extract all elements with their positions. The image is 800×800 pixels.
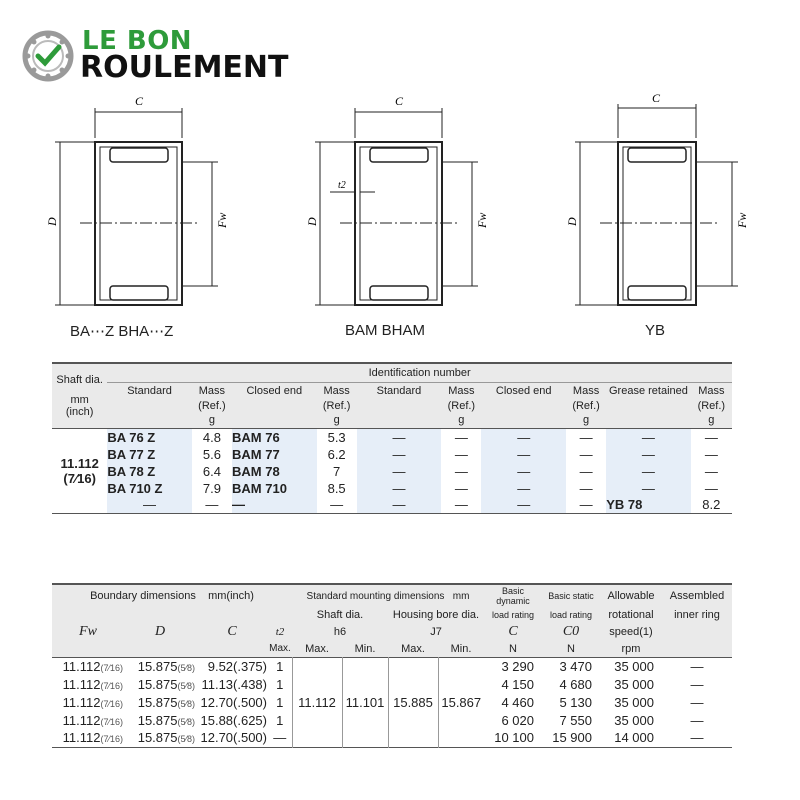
value: 4 680 (559, 676, 592, 692)
table-cell: — (107, 497, 191, 514)
ident-number-header: Identification number (107, 363, 732, 383)
table-cell: — (606, 480, 690, 497)
value: 11.112 (62, 658, 101, 674)
value: 11.112 (298, 694, 336, 710)
fraction: (5⁄8) (177, 680, 195, 691)
allow-label3: speed(1) (609, 626, 653, 638)
col-ref: (Ref.) (322, 399, 351, 412)
col-mass: Mass (198, 384, 226, 397)
value: 35 000 (614, 712, 654, 728)
table-cell: — (232, 497, 316, 514)
value: 11.101 (345, 694, 385, 710)
house-min: Min. (450, 642, 472, 655)
col-d: D (154, 624, 166, 639)
col-standard: Standard (127, 384, 172, 397)
table-cell: — (579, 446, 593, 462)
value: 15.875 (137, 730, 178, 746)
table-cell (52, 693, 124, 711)
col-mass: Mass (698, 384, 725, 397)
allow-header (600, 584, 662, 607)
stat-label1: Basic static (548, 591, 594, 601)
table-cell (484, 675, 542, 693)
table-cell (600, 729, 662, 747)
value: 11.112 (62, 712, 101, 728)
unit-rpm: rpm (621, 642, 641, 655)
j7-label: J7 (430, 626, 442, 638)
col-t2: t2 (275, 626, 285, 638)
table-cell: — (481, 480, 565, 497)
col-cr: C (508, 624, 518, 639)
logo-line2: ROULEMENT (80, 50, 289, 85)
shaft-max: Max. (305, 642, 329, 655)
table-cell (484, 693, 542, 711)
table-cell (52, 729, 124, 747)
table-cell (662, 675, 732, 693)
col-g: g (333, 414, 340, 427)
table-cell (196, 729, 268, 747)
diagram-caption: BA⋯Z BHA⋯Z (70, 323, 174, 340)
table-cell: — (606, 429, 690, 446)
shaft-unit2: (inch) (65, 406, 94, 418)
allow-label2: rotational (608, 609, 654, 621)
table-cell: — (579, 497, 593, 513)
dyn-header (484, 584, 542, 607)
table-row (52, 446, 732, 463)
col-g: g (583, 414, 590, 427)
table-cell (124, 657, 196, 675)
fraction: (5⁄8) (177, 716, 195, 727)
fraction: (7⁄16) (100, 716, 123, 727)
table-cell (542, 693, 600, 711)
table-cell: — (579, 480, 593, 496)
fraction: (7⁄16) (100, 680, 123, 691)
value: 15.875 (137, 658, 178, 674)
table-cell (600, 711, 662, 729)
table-cell: — (454, 463, 468, 479)
table-cell (342, 657, 388, 747)
table-cell: — (579, 463, 593, 479)
col-fw: Fw (79, 624, 97, 639)
diagram-caption: YB (645, 322, 666, 339)
table-cell: 7.9 (202, 480, 221, 496)
house-max: Max. (401, 642, 425, 655)
table-cell: — (357, 446, 441, 463)
fraction: (5⁄8) (177, 734, 195, 745)
value: 15.875 (137, 676, 178, 692)
dim-d-label: D (305, 217, 319, 226)
value: — (690, 730, 704, 746)
table-cell: — (205, 497, 219, 513)
shaft-dia-value (52, 429, 107, 514)
value: — (690, 658, 704, 674)
assembled-label2: inner ring (674, 609, 720, 621)
table-cell (542, 711, 600, 729)
table-cell (52, 657, 124, 675)
t2-max: Max. (269, 643, 291, 655)
dim-d-label: D (45, 217, 59, 226)
col-c0: C0 (562, 624, 580, 639)
table-cell: BA 77 Z (107, 446, 191, 463)
table-cell (124, 693, 196, 711)
value: — (690, 712, 704, 728)
table-row (52, 657, 732, 675)
col-closed-end: Closed end (495, 384, 552, 397)
stat-header (542, 584, 600, 607)
table-cell: 4.8 (202, 429, 221, 445)
value: 15.875 (137, 712, 178, 728)
dim-c-label: C (652, 91, 661, 105)
brand-logo (22, 26, 302, 86)
table-cell: — (481, 446, 565, 463)
fraction: (7⁄16) (100, 662, 123, 673)
table-cell (662, 693, 732, 711)
value: 15.875 (137, 694, 178, 710)
table-cell: BAM 710 (232, 480, 316, 497)
table-cell (600, 657, 662, 675)
table-cell (196, 657, 268, 675)
table-row (52, 429, 732, 446)
value: 4 460 (501, 694, 534, 710)
col-g: g (208, 414, 215, 427)
table-cell (662, 729, 732, 747)
table-cell (124, 729, 196, 747)
table-cell: — (357, 480, 441, 497)
table-cell: — (481, 497, 565, 514)
value: 10 100 (494, 730, 534, 746)
shaft-dia-label: Shaft dia. (56, 374, 103, 386)
table-cell: — (454, 446, 468, 462)
table-cell (600, 693, 662, 711)
shaft-unit: mm (70, 394, 89, 406)
table-cell (484, 729, 542, 747)
table-cell: — (357, 429, 441, 446)
assembled-header (662, 584, 732, 607)
value: — (690, 694, 704, 710)
fraction: (7⁄16) (100, 734, 123, 745)
value: 11.112 (62, 730, 101, 746)
identification-table (52, 362, 732, 514)
table-cell (600, 675, 662, 693)
table-cell (484, 657, 542, 675)
diagram-yb (560, 90, 760, 320)
dim-fw-label: Fw (475, 212, 489, 228)
table-cell: 8.2 (702, 497, 721, 513)
table-cell: 6.2 (327, 446, 346, 462)
boundary-dimensions-table (52, 583, 732, 748)
diagram-ba-z (40, 90, 240, 320)
value: 1 (276, 658, 284, 674)
table-cell: — (704, 463, 718, 479)
value: 12.70(.500) (200, 694, 267, 710)
table-cell (542, 675, 600, 693)
table-cell: BAM 76 (232, 429, 316, 446)
table-cell (542, 657, 600, 675)
value: 3 290 (501, 658, 534, 674)
unit-n: N (509, 642, 517, 655)
table-cell: — (454, 480, 468, 496)
fraction: (5⁄8) (177, 698, 195, 709)
table-cell (662, 711, 732, 729)
housing-header: Housing bore dia. (392, 609, 480, 621)
table-cell: — (454, 497, 468, 513)
fraction: (5⁄8) (177, 662, 195, 673)
allow-label1: Allowable (607, 590, 655, 602)
table-cell: — (330, 497, 344, 513)
table-cell: 6.4 (202, 463, 221, 479)
value: 35 000 (614, 676, 654, 692)
diagram-caption: BAM BHAM (345, 322, 426, 339)
dim-fw-label: Fw (735, 212, 749, 228)
table-cell (268, 657, 292, 675)
value: — (690, 676, 704, 692)
table-cell (662, 657, 732, 675)
table-cell: — (704, 446, 718, 462)
value: 11.13(.438) (201, 676, 267, 692)
unit-n: N (567, 642, 575, 655)
table-cell: — (357, 497, 441, 514)
col-ref: (Ref.) (198, 399, 226, 412)
boundary-label: Boundary dimensions (90, 590, 196, 602)
fraction: (7⁄16) (100, 698, 123, 709)
value: 35 000 (614, 658, 654, 674)
col-standard: Standard (376, 384, 422, 397)
table-cell: — (454, 429, 468, 445)
dim-t2-label: t2 (338, 180, 346, 191)
col-grease-retained: Grease retained (608, 384, 688, 397)
std-mount-header (292, 584, 484, 607)
table-cell: — (704, 429, 718, 445)
table-cell: YB 78 (606, 497, 690, 514)
table-cell (268, 693, 292, 711)
col-mass: Mass (323, 384, 350, 397)
col-mass: Mass (448, 384, 475, 397)
table-cell: 8.5 (327, 480, 346, 496)
table-cell (268, 729, 292, 747)
table-cell: 7 (333, 463, 341, 479)
value: 9.52(.375) (207, 658, 267, 674)
value: — (273, 730, 287, 746)
table-cell (196, 711, 268, 729)
col-ref: (Ref.) (447, 399, 476, 412)
table-cell (292, 657, 342, 747)
table-cell (124, 675, 196, 693)
value: 15.885 (393, 694, 433, 710)
dim-c-label: C (135, 94, 144, 108)
value: 35 000 (614, 694, 654, 710)
h6-label: h6 (333, 626, 347, 638)
value: 1 (276, 694, 284, 710)
shaft-dia-header: Shaft dia. (316, 609, 364, 621)
boundary-header (52, 584, 292, 607)
dim-fw-label: Fw (215, 212, 229, 228)
table-cell: — (481, 429, 565, 446)
table-cell (484, 711, 542, 729)
shaft-min: Min. (354, 642, 376, 655)
table-cell: — (357, 463, 441, 480)
table-row (52, 463, 732, 480)
bearing-check-icon (22, 30, 74, 82)
table-cell: BA 710 Z (107, 480, 191, 497)
col-g: g (708, 414, 715, 427)
diagram-bam (300, 90, 500, 320)
boundary-unit: mm(inch) (208, 590, 254, 602)
stat-label2: load rating (549, 610, 593, 620)
dyn-label2: load rating (491, 610, 535, 620)
table-cell: — (606, 446, 690, 463)
shaft-dia-header (52, 363, 107, 429)
assembled-label1: Assembled (669, 590, 725, 602)
table-cell: BA 78 Z (107, 463, 191, 480)
value: 1 (276, 676, 284, 692)
table-cell (124, 711, 196, 729)
col-ref: (Ref.) (572, 399, 600, 412)
table-cell (388, 657, 438, 747)
dyn-label1: Basic dynamic (496, 586, 530, 606)
table-cell (196, 693, 268, 711)
table-cell: — (579, 429, 593, 445)
col-mass: Mass (572, 384, 600, 397)
logo-line1: LE BON (82, 26, 193, 56)
col-ref: (Ref.) (697, 399, 726, 412)
value: 15.867 (441, 694, 482, 710)
value: 1 (276, 712, 284, 728)
table-cell (438, 657, 484, 747)
col-c: C (227, 624, 237, 639)
std-mount-unit: mm (452, 590, 470, 602)
table-cell (542, 729, 600, 747)
std-mount-label: Standard mounting dimensions (306, 590, 445, 602)
table-cell: — (481, 463, 565, 480)
table-cell: 5.6 (202, 446, 221, 462)
table-cell (268, 711, 292, 729)
table-cell: — (704, 480, 718, 496)
value: 4 150 (501, 676, 534, 692)
col-closed-end: Closed end (246, 384, 303, 397)
value: 12.70(.500) (200, 730, 267, 746)
dim-c-label: C (395, 94, 404, 108)
table-cell (52, 675, 124, 693)
value: 15 900 (552, 730, 592, 746)
table-cell: 5.3 (327, 429, 346, 445)
table-cell: BAM 77 (232, 446, 316, 463)
value: 11.112 (62, 694, 101, 710)
table-cell (52, 711, 124, 729)
value: 15.88(.625) (200, 712, 267, 728)
value: 7 550 (559, 712, 592, 728)
value: 14 000 (614, 730, 654, 746)
shaft-value: 11.112 (60, 456, 99, 471)
shaft-fraction: (7⁄16) (63, 471, 96, 486)
table-cell (196, 675, 268, 693)
value: 5 130 (559, 694, 592, 710)
value: 3 470 (559, 658, 592, 674)
table-cell: BA 76 Z (107, 429, 191, 446)
table-cell (268, 675, 292, 693)
table-row (52, 497, 732, 514)
col-g: g (458, 414, 465, 427)
table-row (52, 480, 732, 497)
value: 11.112 (62, 676, 101, 692)
value: 6 020 (501, 712, 534, 728)
dim-d-label: D (565, 217, 579, 226)
table-cell: BAM 78 (232, 463, 316, 480)
table-cell: — (606, 463, 690, 480)
